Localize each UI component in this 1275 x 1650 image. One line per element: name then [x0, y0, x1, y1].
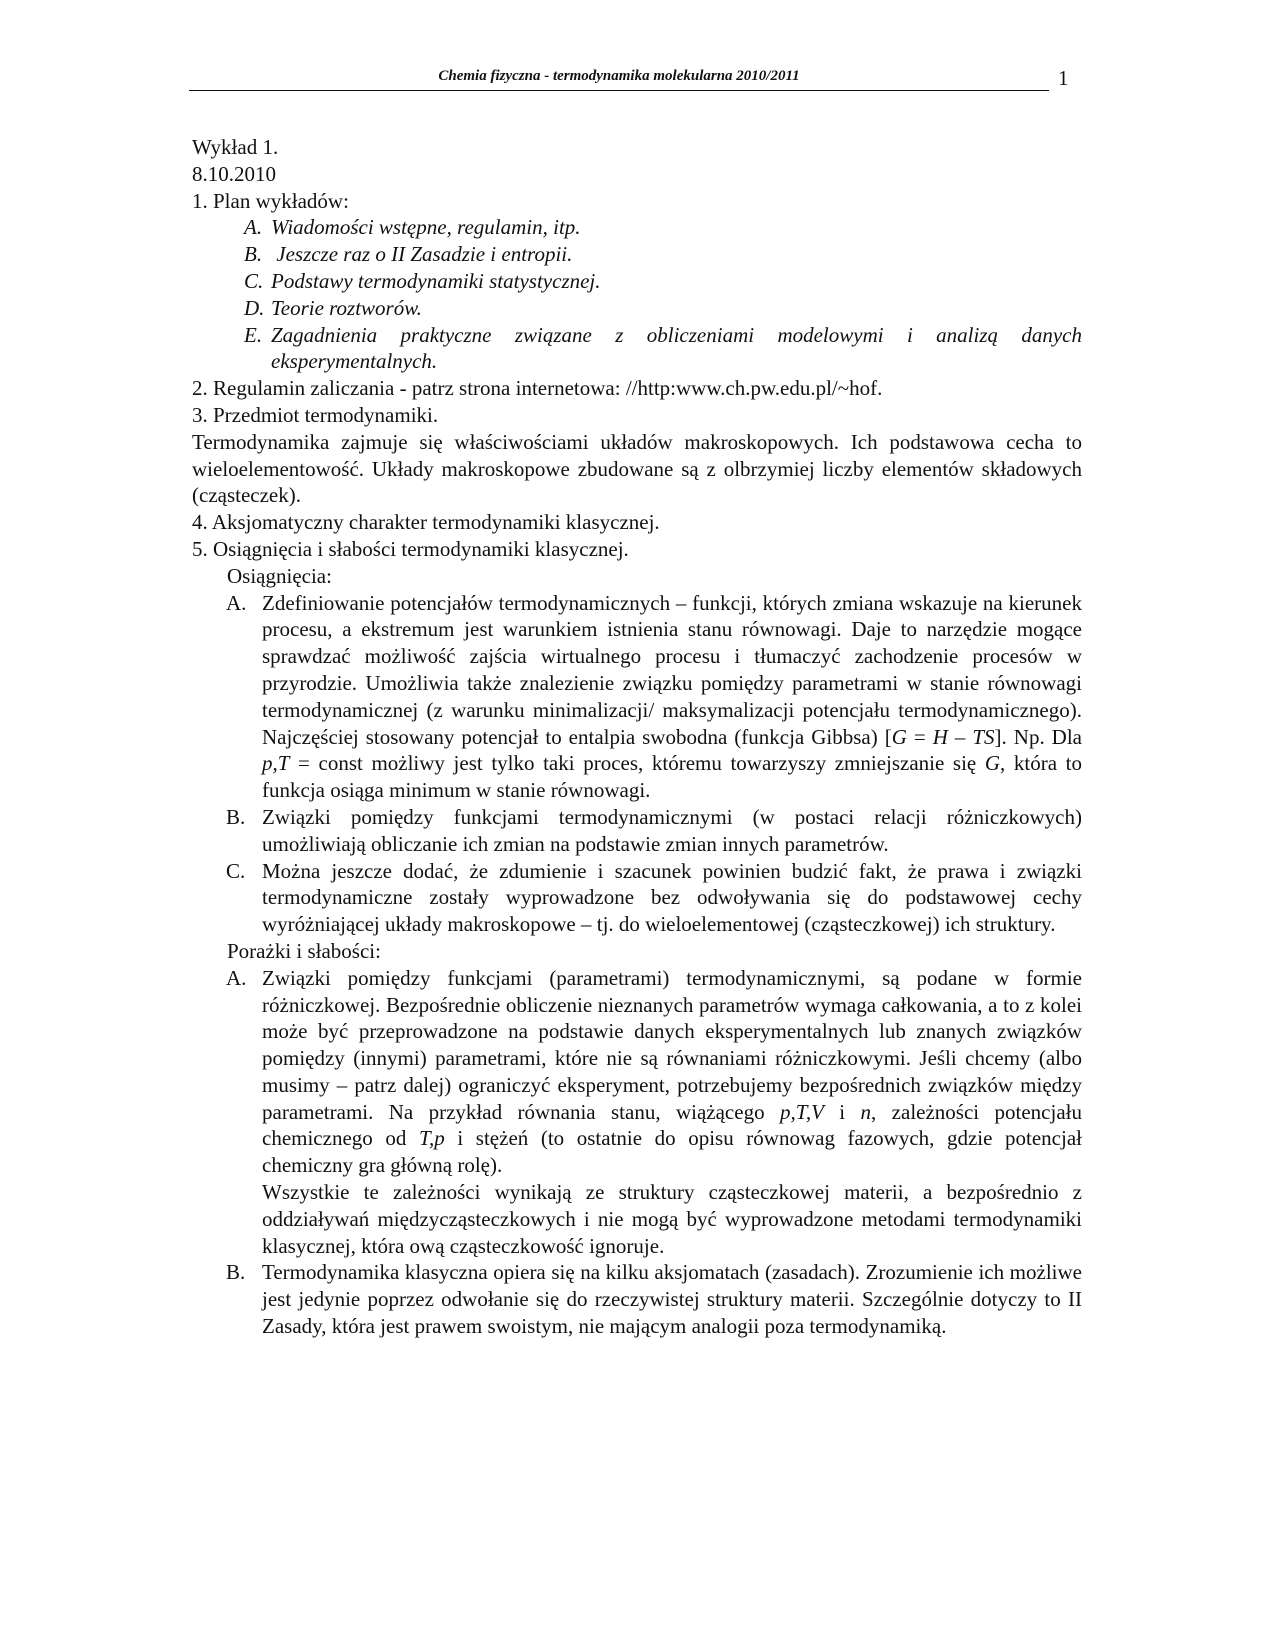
text-run: Związki pomiędzy funkcjami (parametrami) termodynamicznymi, są podane w formie różniczkowej. Bezpośrednie obliczenie nieznanych parametrów wymaga całkowania, a to z kolei może być przeprowadzone na podstawie danych eksperymentalnych lub znanych związków pomiędzy (innymi) parametrami, które nie są równaniami różniczkowymi. Jeśli chcemy (albo musimy – patrz dalej) ograniczyć eksperyment, potrzebujemy bezpośrednich związków między parametrami. Na przykład równania stanu, wiążącego — [262, 965, 1082, 1124]
plan-item-label: A. — [244, 215, 263, 240]
achievement-label: A. — [226, 590, 247, 615]
plan-item-label: B. — [244, 242, 263, 267]
section-3-heading: 3. Przedmiot termodynamiki. — [192, 402, 439, 427]
math-symbol: G — [891, 724, 907, 749]
math-symbol: T,p — [418, 1126, 445, 1151]
achievement-label: B. — [226, 804, 246, 829]
achievement-b — [226, 804, 1082, 858]
plan-heading: 1. Plan wykładów: — [192, 188, 349, 213]
text-run: i — [823, 1099, 861, 1124]
math-symbol: G — [984, 751, 1001, 776]
section-2-rules: 2. Regulamin zaliczania - patrz strona internetowa: //http:www.ch.pw.edu.pl/~hof. — [192, 376, 883, 401]
math-symbol: p,T,V — [779, 1099, 824, 1124]
achievement-a — [226, 590, 1082, 804]
plan-item-d — [244, 295, 1082, 322]
plan-item-label: E. — [244, 322, 263, 347]
math-symbol: n — [860, 1099, 872, 1124]
lecture-title: Wykład 1. — [192, 135, 279, 159]
text-run: , zależności potencjału chemicznego od — [262, 1099, 1082, 1151]
section-3-paragraph: Termodynamika zajmuje się właściwościami układów makroskopowych. Ich podstawowa cecha to wieloelementowość. Układy makroskopowe zbudowane są z olbrzymiej liczby elementów składowych (cząsteczek). — [192, 429, 1082, 508]
math-symbol: H — [932, 724, 948, 749]
text-run: = const możliwy jest tylko taki proces, któremu towarzyszy zmniejszanie się — [289, 751, 985, 776]
plan-item-text: Jeszcze raz o II Zasadzie i entropii. — [271, 242, 573, 267]
text-run: ]. Np. Dla — [994, 724, 1083, 749]
text-run: = — [906, 724, 933, 749]
math-symbol: p,T — [262, 751, 290, 776]
achievement-label: C. — [226, 858, 246, 883]
achievement-text: Związki pomiędzy funkcjami termodynamicznymi (w postaci relacji różniczkowych) umożliwiają obliczanie ich zmian na podstawie zmian innych parametrów. — [262, 804, 1082, 856]
plan-item-c — [244, 268, 1082, 295]
section-4-heading: 4. Aksjomatyczny charakter termodynamiki klasycznej. — [192, 510, 660, 535]
plan-item-label: C. — [244, 268, 264, 293]
weakness-label: A. — [226, 965, 247, 990]
weakness-a-continuation: Wszystkie te zależności wynikają ze struktury cząsteczkowej materii, a bezpośrednio z oddziaływań międzycząsteczkowych i nie mogą być wyprowadzone metodami termodynamiki klasycznej, która ową cząsteczkowość ignoruje. — [262, 1180, 1082, 1258]
text-run: , która to funkcja osiąga minimum w stanie równowagi. — [262, 751, 1083, 803]
plan-item-label: D. — [244, 295, 265, 320]
running-header — [189, 62, 1049, 94]
page-number: 1 — [1058, 66, 1069, 90]
weaknesses-heading: Porażki i słabości: — [227, 938, 381, 963]
plan-item-b — [244, 241, 1082, 268]
plan-item-text: Teorie roztworów. — [271, 295, 422, 320]
section-5-heading: 5. Osiągnięcia i słabości termodynamiki klasycznej. — [192, 536, 629, 561]
text-run: Zdefiniowanie potencjałów termodynamicznych – funkcji, których zmiana wskazuje na kierunek procesu, a ekstremum jest warunkiem istnienia stanu równowagi. Daje to narzędzie mogące sprawdzać możliwość zajścia wirtualnego procesu i tłumaczyć zachodzenie procesów w przyrodzie. Umożliwia także znalezienie związku pomiędzy parametrami w stanie równowagi termodynamicznej (z warunku minimalizacji/ maksymalizacji potencjału termodynamicznego). Najczęściej stosowany potencjał to entalpia swobodna (funkcja Gibbsa) [ — [262, 590, 1082, 749]
plan-item-text: Podstawy termodynamiki statystycznej. — [271, 268, 601, 293]
text-run: i stężeń (to ostatnie do opisu równowag fazowych, gdzie potencjał chemiczny gra główną rolę). — [262, 1126, 1082, 1178]
plan-item-a — [244, 214, 1082, 241]
plan-item-text: Zagadnienia praktyczne związane z obliczeniami modelowymi i analizą danych eksperymentalnych. — [271, 322, 1082, 374]
plan-item-e — [244, 322, 1082, 376]
text-run: – — [947, 724, 973, 749]
achievement-text — [262, 590, 1082, 804]
weakness-text: Termodynamika klasyczna opiera się na kilku aksjomatach (zasadach). Zrozumienie ich możliwe jest jedynie poprzez odwołanie się do rzeczywistej struktury materii. Szczególnie dotyczy to II Zasady, która jest prawem swoistym, nie mającym analogii poza termodynamiką. — [262, 1260, 1082, 1339]
achievements-heading: Osiągnięcia: — [227, 563, 332, 588]
document-body — [192, 134, 1082, 1340]
achievement-c — [226, 858, 1082, 938]
header-title: Chemia fizyczna - termodynamika molekularna 2010/2011 — [438, 68, 800, 84]
header-rule — [189, 90, 1049, 91]
weakness-b — [226, 1259, 1082, 1339]
plan-item-text: Wiadomości wstępne, regulamin, itp. — [271, 215, 581, 240]
achievement-text: Można jeszcze dodać, że zdumienie i szacunek powinien budzić fakt, że prawa i związki termodynamiczne zostały wyprowadzone bez odwoływania się do podstawowej cechy wyróżniającej układy makroskopowe – tj. do wieloelementowej (cząsteczkowej) ich struktury. — [262, 858, 1082, 937]
math-symbol: TS — [972, 724, 995, 749]
weakness-a — [226, 965, 1082, 1179]
weakness-label: B. — [226, 1260, 246, 1285]
weakness-text — [262, 965, 1082, 1179]
lecture-date: 8.10.2010 — [192, 161, 276, 186]
